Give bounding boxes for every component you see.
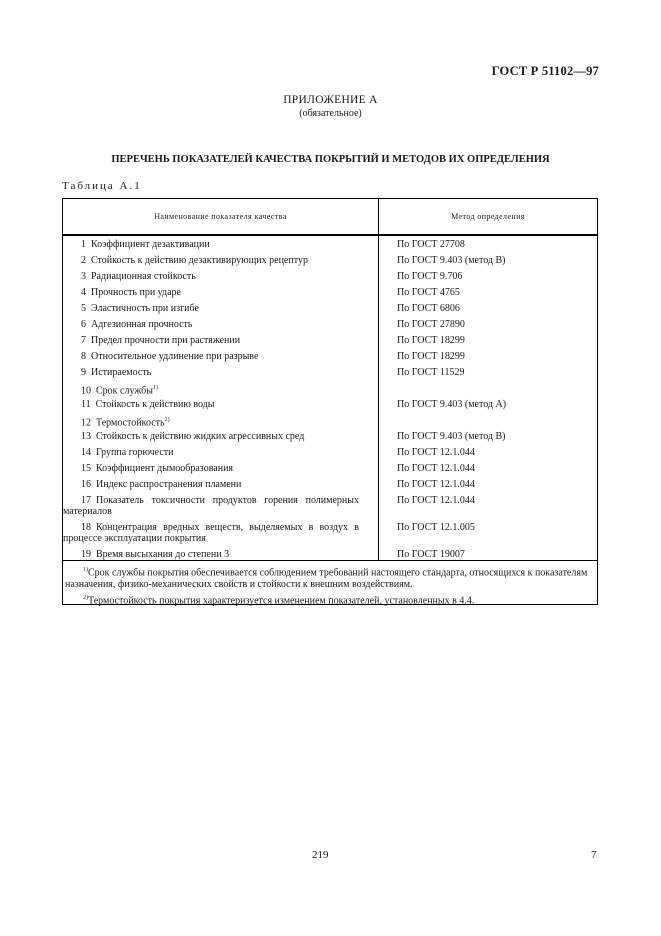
footnote-mark: 1) (83, 567, 88, 573)
row-number: 10 (81, 385, 91, 397)
method-cell: По ГОСТ 18299 (397, 351, 465, 362)
footnote (63, 592, 597, 607)
indicator-name (81, 415, 377, 428)
indicator-name (81, 319, 377, 330)
method-cell: По ГОСТ 12.1.044 (397, 463, 475, 474)
indicator-label: Относительное удлинение при разрыве (91, 351, 259, 362)
method-cell: По ГОСТ 27890 (397, 319, 465, 330)
indicator-label: Коэффициент дезактивации (91, 239, 210, 250)
method-cell: По ГОСТ 4765 (397, 287, 460, 298)
indicator-name (81, 351, 377, 362)
indicator-label: Эластичность при изгибе (91, 303, 199, 314)
row-number: 1 (81, 239, 86, 250)
row-number: 15 (81, 463, 91, 474)
indicator-name (63, 522, 359, 544)
page-number-center: 219 (312, 849, 329, 861)
indicator-name (81, 479, 377, 490)
method-cell: По ГОСТ 9.403 (метод В) (397, 255, 506, 266)
footnote-mark: 2) (83, 595, 88, 601)
quality-indicators-table (62, 198, 598, 605)
row-number: 6 (81, 319, 86, 330)
indicator-name (81, 303, 377, 314)
row-number: 5 (81, 303, 86, 314)
indicator-label: Индекс распространения пламени (96, 479, 242, 490)
indicator-name (81, 383, 377, 396)
indicator-label: Предел прочности при растяжении (91, 335, 241, 346)
method-cell: По ГОСТ 11529 (397, 367, 465, 378)
method-cell: По ГОСТ 9.706 (397, 271, 463, 282)
document-code: ГОСТ Р 51102—97 (491, 64, 599, 78)
footnote-text: Термостойкость покрытия характеризуется изменением показателей, установленных в 4.4. (88, 595, 475, 607)
header-method: Метод определения (451, 212, 525, 221)
indicator-name (81, 287, 377, 298)
indicator-label: Стойкость к действию дезактивирующих рецептур (91, 255, 308, 266)
indicator-label: Прочность при ударе (91, 287, 181, 298)
method-cell: По ГОСТ 9.403 (метод А) (397, 399, 507, 410)
row-number: 3 (81, 271, 86, 282)
row-number: 9 (81, 367, 86, 378)
row-number: 12 (81, 417, 91, 429)
indicator-label: Радиационная стойкость (91, 271, 196, 282)
indicator-label: Адгезионная прочность (91, 319, 193, 330)
indicator-label: Группа горючести (96, 447, 174, 458)
row-number: 19 (81, 549, 91, 560)
row-number: 13 (81, 431, 91, 442)
page-number-right: 7 (591, 849, 597, 861)
method-cell: По ГОСТ 12.1.044 (397, 447, 475, 458)
column-divider (378, 199, 379, 560)
row-number: 16 (81, 479, 91, 490)
indicator-label: Термостойкость (96, 417, 165, 429)
indicator-label: Истираемость (91, 367, 152, 378)
appendix-title: ПРИЛОЖЕНИЕ А (283, 94, 378, 106)
footnote (63, 564, 597, 591)
row-number: 17 (81, 495, 91, 506)
indicator-name (81, 399, 377, 410)
row-number: 4 (81, 287, 86, 298)
indicator-label: Стойкость к действию жидких агрессивных сред (96, 431, 305, 442)
footnote-ref: 2) (164, 417, 170, 423)
indicator-label: Стойкость к действию воды (95, 399, 215, 410)
page-title: ПЕРЕЧЕНЬ ПОКАЗАТЕЛЕЙ КАЧЕСТВА ПОКРЫТИЙ И МЕТОДОВ ИХ ОПРЕДЕЛЕНИЯ (111, 154, 550, 165)
indicator-name (81, 463, 377, 474)
indicator-name (81, 431, 377, 442)
appendix-heading (0, 94, 661, 120)
row-number: 2 (81, 255, 86, 266)
indicator-label: Коэффициент дымообразования (96, 463, 234, 474)
method-cell: По ГОСТ 12.1.005 (397, 522, 475, 533)
indicator-name (81, 255, 377, 266)
indicator-name (81, 549, 377, 560)
row-number: 8 (81, 351, 86, 362)
table-label: Таблица А.1 (62, 180, 142, 192)
footnote-ref: 1) (152, 385, 158, 391)
row-number: 14 (81, 447, 91, 458)
method-cell: По ГОСТ 9.403 (метод В) (397, 431, 506, 442)
indicator-name (81, 447, 377, 458)
method-cell: По ГОСТ 12.1.044 (397, 495, 475, 506)
header-divider (63, 234, 597, 236)
appendix-subtitle: (обязательное) (299, 108, 362, 119)
method-cell: По ГОСТ 18299 (397, 335, 465, 346)
indicator-label: Срок службы (96, 385, 153, 397)
row-number: 18 (81, 522, 91, 533)
indicator-name (81, 335, 377, 346)
indicator-name (81, 271, 377, 282)
indicator-name (63, 495, 359, 517)
indicator-label: Концентрация вредных веществ, выделяемых в воздух в процессе эксплуатации покрытия (63, 522, 359, 544)
footnote-text: Срок службы покрытия обеспечивается соблюдением требований настоящего стандарта, относящихся к показателям назначения, физико-механических свойств и стойкости к внешним воздействиям. (65, 567, 588, 591)
header-indicator-name: Наименование показателя качества (154, 212, 287, 221)
row-number: 11 (81, 399, 91, 410)
method-cell: По ГОСТ 19007 (397, 549, 465, 560)
indicator-name (81, 239, 377, 250)
indicator-name (81, 367, 377, 378)
indicator-label: Показатель токсичности продуктов горения полимерных материалов (63, 495, 359, 517)
method-cell: По ГОСТ 12.1.044 (397, 479, 475, 490)
method-cell: По ГОСТ 6806 (397, 303, 460, 314)
footnote-divider (63, 560, 597, 561)
indicator-label: Время высыхания до степени 3 (96, 549, 230, 560)
row-number: 7 (81, 335, 86, 346)
method-cell: По ГОСТ 27708 (397, 239, 465, 250)
